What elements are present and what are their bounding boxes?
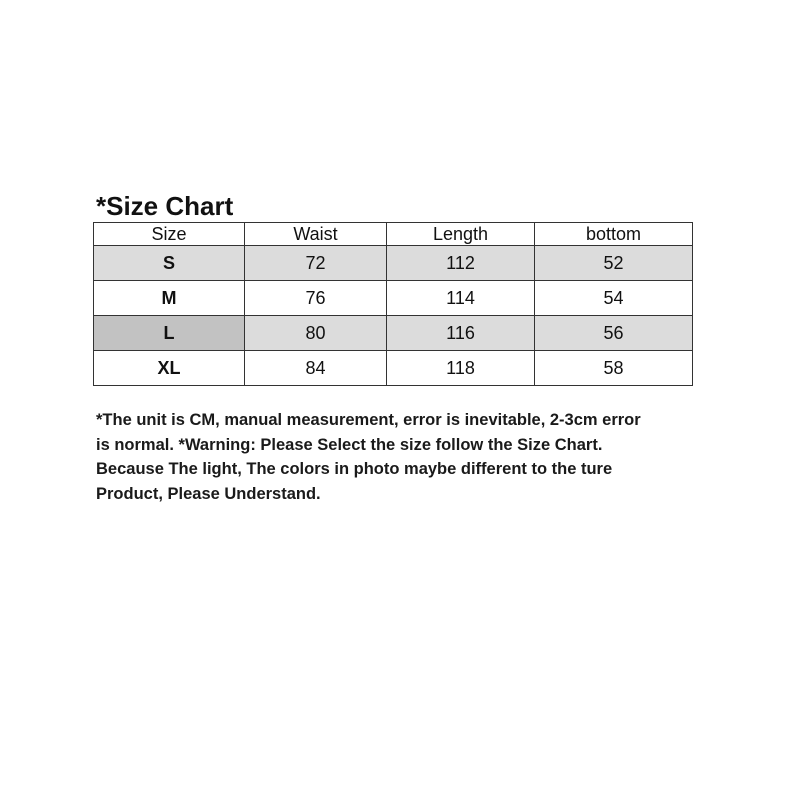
header-waist: Waist <box>245 223 387 246</box>
cell-length: 112 <box>387 246 535 281</box>
table-row <box>94 316 693 351</box>
table-header-row <box>94 223 693 246</box>
cell-waist: 80 <box>245 316 387 351</box>
cell-size: M <box>94 281 245 316</box>
cell-waist: 72 <box>245 246 387 281</box>
page-title: *Size Chart <box>96 191 234 221</box>
note-line: Product, Please Understand. <box>96 485 321 504</box>
note-line: is normal. *Warning: Please Select the size follow the Size Chart. <box>96 435 603 454</box>
size-chart-table <box>93 222 693 386</box>
table-row <box>94 246 693 281</box>
cell-size: L <box>94 316 245 351</box>
cell-length: 116 <box>387 316 535 351</box>
header-size: Size <box>94 223 245 246</box>
cell-length: 118 <box>387 351 535 386</box>
table-row <box>94 281 693 316</box>
cell-waist: 84 <box>245 351 387 386</box>
size-note <box>96 408 716 507</box>
table-row <box>94 351 693 386</box>
cell-bottom: 54 <box>535 281 693 316</box>
cell-length: 114 <box>387 281 535 316</box>
cell-size: XL <box>94 351 245 386</box>
cell-bottom: 56 <box>535 316 693 351</box>
header-length: Length <box>387 223 535 246</box>
note-line: *The unit is CM, manual measurement, error is inevitable, 2-3cm error <box>96 411 641 429</box>
note-line: Because The light, The colors in photo maybe different to the ture <box>96 460 613 479</box>
cell-bottom: 52 <box>535 246 693 281</box>
cell-waist: 76 <box>245 281 387 316</box>
cell-size: S <box>94 246 245 281</box>
cell-bottom: 58 <box>535 351 693 386</box>
header-bottom: bottom <box>535 223 693 246</box>
